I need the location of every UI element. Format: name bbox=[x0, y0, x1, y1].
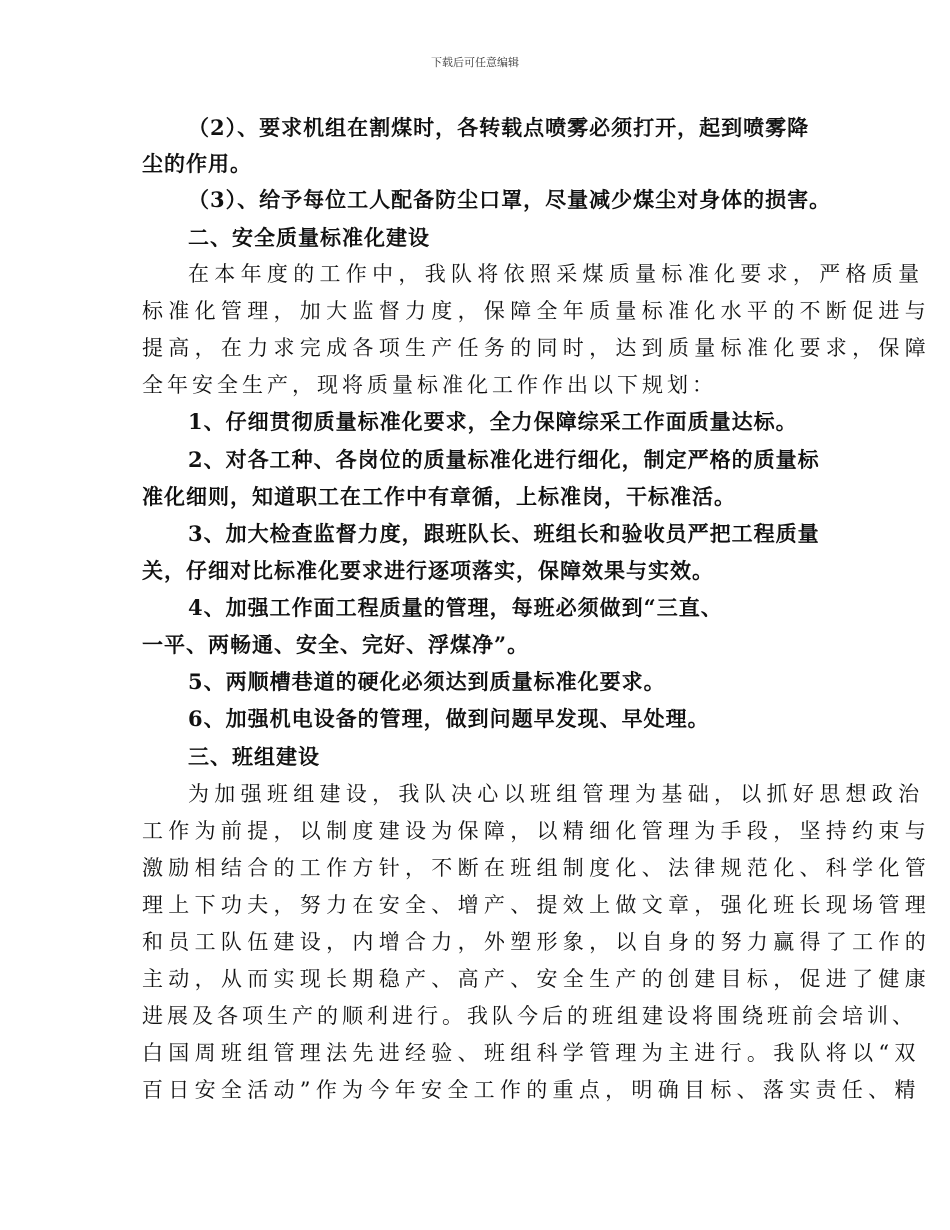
text-line: 理上下功夫，努力在安全、增产、提效上做文章，强化班长现场管理 bbox=[142, 893, 931, 917]
text-line: （3）、给予每位工人配备防尘口罩，尽量减少煤尘对身体的损害。 bbox=[188, 187, 832, 212]
text-line: 1、仔细贯彻质量标准化要求，全力保障综采工作面质量达标。 bbox=[188, 409, 798, 434]
text-line: 3、加大检查监督力度，跟班队长、班组长和验收员严把工程质量 bbox=[188, 521, 820, 546]
text-line: 4、加强工作面工程质量的管理，每班必须做到“三直、 bbox=[188, 595, 723, 620]
text-line: 和员工队伍建设，内增合力，外塑形象，以自身的努力赢得了工作的 bbox=[142, 930, 931, 954]
text-line: 白国周班组管理法先进经验、班组科学管理为主进行。我队将以“双 bbox=[142, 1041, 921, 1065]
text-line: 为加强班组建设，我队决心以班组管理为基础，以抓好思想政治 bbox=[188, 782, 925, 806]
text-line: 尘的作用。 bbox=[142, 151, 252, 176]
text-line: 工作为前提，以制度建设为保障，以精细化管理为手段，坚持约束与 bbox=[142, 819, 931, 843]
text-line: （2）、要求机组在割煤时，各转载点喷雾必须打开，起到喷雾降 bbox=[188, 115, 810, 140]
section-heading: 二、安全质量标准化建设 bbox=[188, 225, 430, 250]
text-line: 进展及各项生产的顺利进行。我队今后的班组建设将围绕班前会培训、 bbox=[142, 1004, 917, 1028]
text-line: 在本年度的工作中，我队将依照采煤质量标准化要求，严格质量 bbox=[188, 262, 925, 286]
text-line: 激励相结合的工作方针，不断在班组制度化、法律规范化、科学化管 bbox=[142, 856, 931, 880]
text-line: 一平、两畅通、安全、完好、浮煤净”。 bbox=[142, 632, 530, 657]
text-line: 提高，在力求完成各项生产任务的同时，达到质量标准化要求，保障 bbox=[142, 336, 931, 360]
text-line: 全年安全生产，现将质量标准化工作作出以下规划： bbox=[142, 373, 717, 397]
text-line: 主动，从而实现长期稳产、高产、安全生产的创建目标，促进了健康 bbox=[142, 967, 931, 991]
text-line: 关，仔细对比标准化要求进行逐项落实，保障效果与实效。 bbox=[142, 558, 714, 583]
section-heading: 三、班组建设 bbox=[188, 744, 320, 769]
text-line: 6、加强机电设备的管理，做到问题早发现、早处理。 bbox=[188, 706, 710, 731]
page-header: 下载后可任意编辑 bbox=[431, 56, 519, 69]
text-line: 2、对各工种、各岗位的质量标准化进行细化，制定严格的质量标 bbox=[188, 447, 820, 472]
text-line: 准化细则，知道职工在工作中有章循，上标准岗，干标准活。 bbox=[142, 484, 736, 509]
text-line: 标准化管理，加大监督力度，保障全年质量标准化水平的不断促进与 bbox=[142, 299, 931, 323]
text-line: 百日安全活动”作为今年安全工作的重点，明确目标、落实责任、精 bbox=[142, 1078, 921, 1102]
text-line: 5、两顺槽巷道的硬化必须达到质量标准化要求。 bbox=[188, 669, 666, 694]
